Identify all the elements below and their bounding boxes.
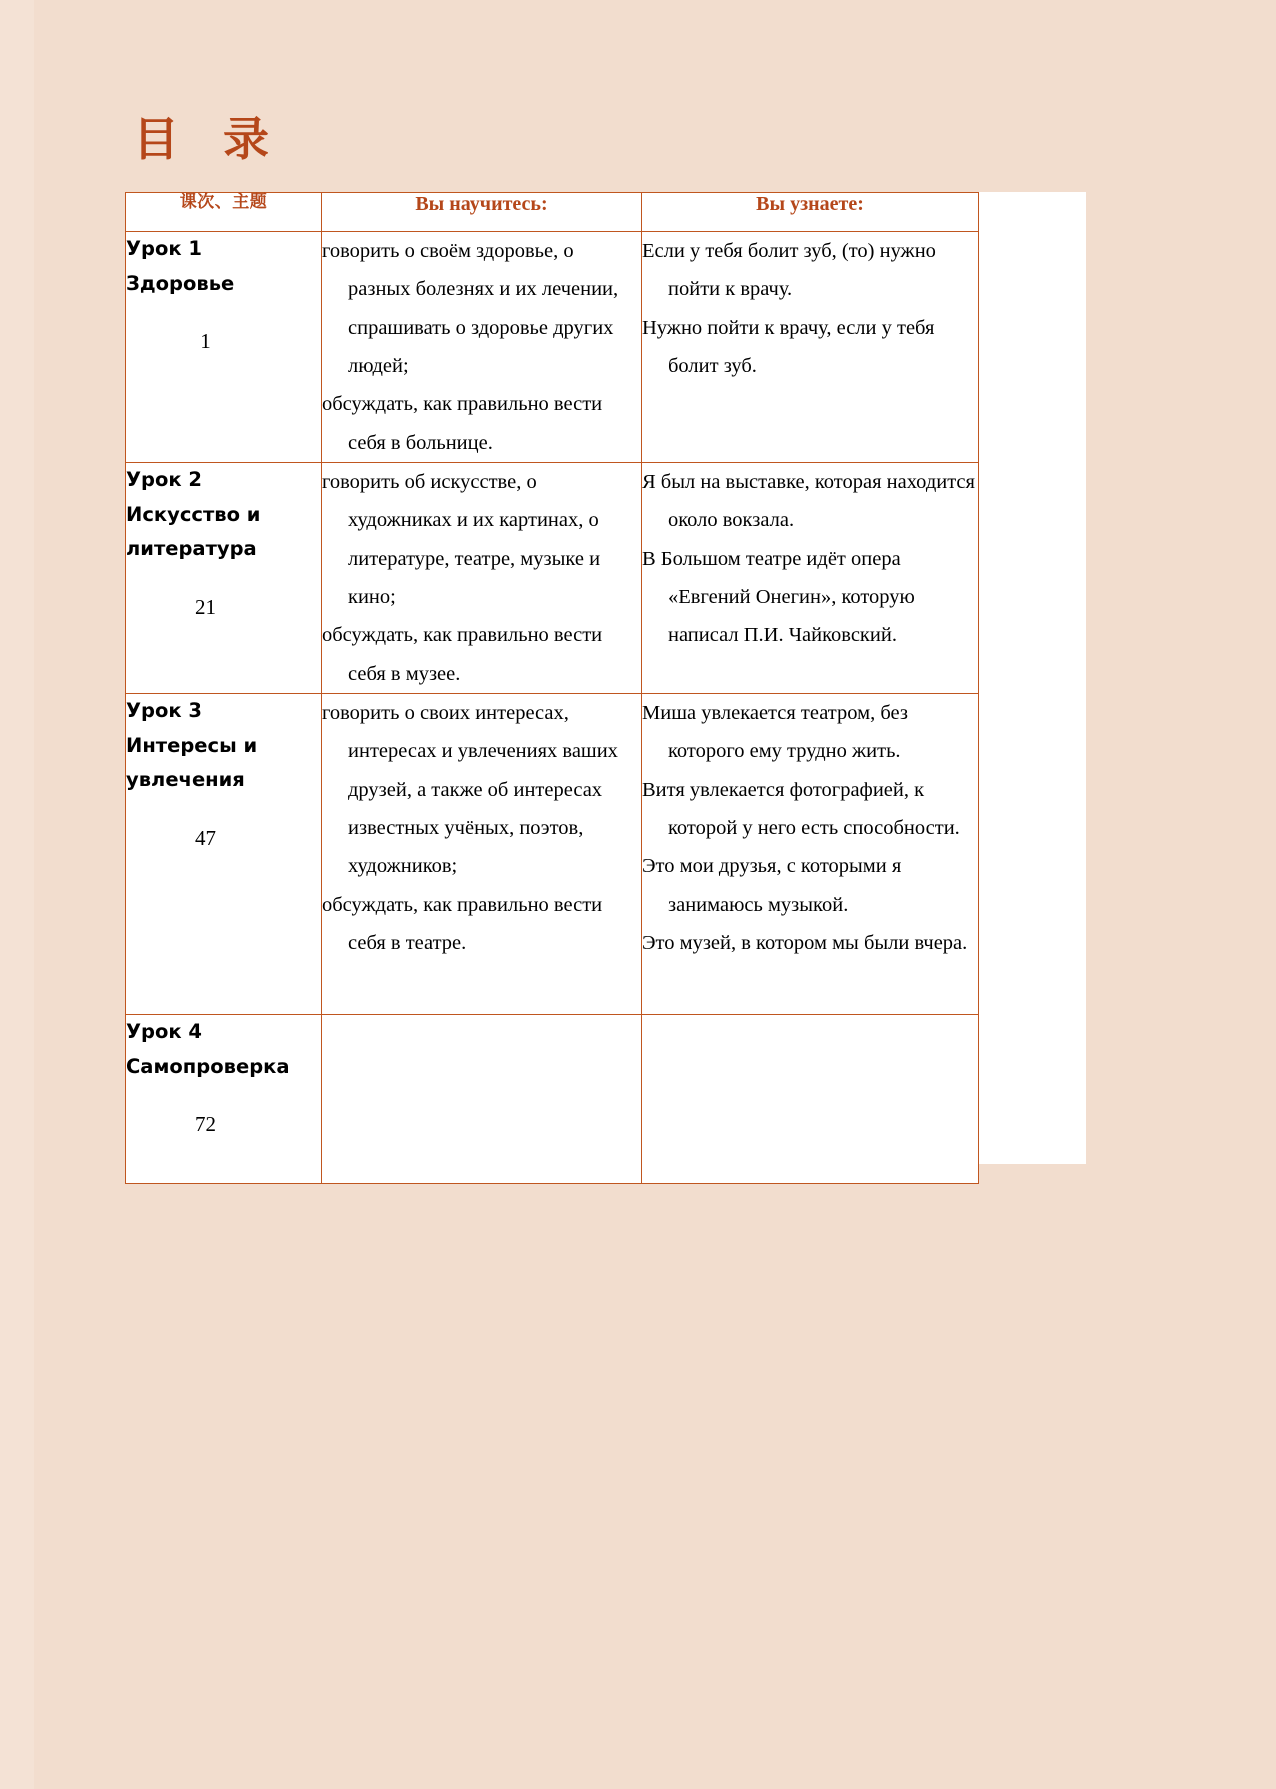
table-header-row xyxy=(126,193,979,232)
table-row xyxy=(126,693,979,1014)
table-row xyxy=(126,1014,979,1183)
will-know-item: Нужно пойти к врачу, если у тебя болит зуб. xyxy=(642,316,935,377)
lesson-cell xyxy=(126,232,322,463)
lesson-number: Урок 2 xyxy=(126,467,202,491)
column-header-lesson-topic: 课次、主题 xyxy=(126,193,322,232)
will-know-item: Я был на выставке, которая находится около вокзала. xyxy=(642,470,975,532)
lesson-title: Искусство и литература xyxy=(126,502,261,561)
will-learn-cell xyxy=(322,232,642,463)
will-learn-item: обсуждать, как правильно вести себя в театре. xyxy=(322,893,603,954)
will-know-item: Это мои друзья, с которыми я занимаюсь музыкой. xyxy=(642,855,902,916)
will-know-cell xyxy=(642,232,979,463)
will-know-cell xyxy=(642,693,979,1014)
will-know-item: Миша увлекается театром, без которого ему трудно жить. xyxy=(642,701,908,763)
lesson-number: Урок 1 xyxy=(126,237,202,260)
lesson-cell xyxy=(126,462,322,693)
lesson-page-number: 47 xyxy=(195,826,216,851)
will-learn-cell xyxy=(322,693,642,1014)
page-left-margin-strip xyxy=(0,0,34,1789)
will-learn-item: обсуждать, как правильно вести себя в больнице. xyxy=(322,393,603,454)
lesson-cell xyxy=(126,693,322,1014)
lesson-number: Урок 3 xyxy=(126,698,202,722)
will-learn-item: говорить об искусстве, о художниках и их картинах, о литературе, театре, музыке и кино; xyxy=(322,470,601,608)
will-know-cell xyxy=(642,462,979,693)
will-learn-item: говорить о своём здоровье, о разных болезнях и их лечении, спрашивать о здоровье других людей; xyxy=(322,240,619,377)
page-title: 目 录 xyxy=(133,112,284,166)
lesson-title: Здоровье xyxy=(126,271,235,295)
table-row xyxy=(126,232,979,463)
table-row xyxy=(126,462,979,693)
lesson-title: Интересы и увлечения xyxy=(126,733,258,792)
will-know-item: В Большом театре идёт опера «Евгений Онегин», которую написал П.И. Чайковский. xyxy=(642,547,915,647)
lesson-title: Самопроверка xyxy=(126,1054,290,1078)
will-know-item: Витя увлекается фотографией, к которой у него есть способности. xyxy=(642,778,960,839)
will-learn-cell xyxy=(322,462,642,693)
column-header-will-learn: Вы научитесь: xyxy=(322,193,642,232)
will-learn-cell xyxy=(322,1014,642,1183)
will-learn-item: говорить о своих интересах, интересах и увлечениях ваших друзей, а также об интересах известных учёных, поэтов, художников; xyxy=(322,701,618,878)
will-learn-item: обсуждать, как правильно вести себя в музее. xyxy=(322,624,603,685)
lesson-page-number: 72 xyxy=(195,1112,216,1137)
table-of-contents xyxy=(125,192,979,1184)
lesson-page-number: 1 xyxy=(200,329,211,354)
will-know-item: Если у тебя болит зуб, (то) нужно пойти к врачу. xyxy=(642,240,936,301)
will-know-cell xyxy=(642,1014,979,1183)
lesson-cell xyxy=(126,1014,322,1183)
lesson-number: Урок 4 xyxy=(126,1019,202,1043)
lesson-page-number: 21 xyxy=(195,595,216,620)
will-know-item: Это музей, в котором мы были вчера. xyxy=(642,931,968,954)
column-header-will-know: Вы узнаете: xyxy=(642,193,979,232)
